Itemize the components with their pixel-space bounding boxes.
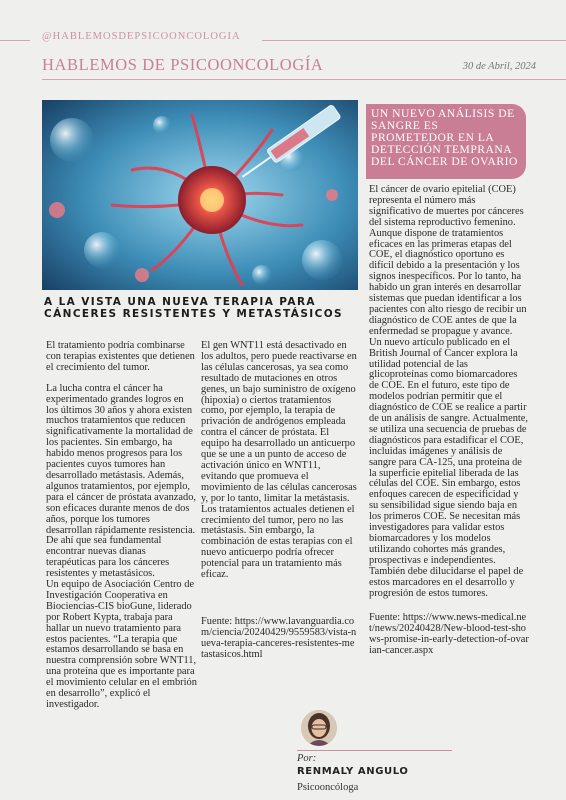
masthead-rule [42, 79, 566, 80]
author-avatar [301, 710, 337, 746]
handle: @HABLEMOSDEPSICOONCOLOGIA [42, 31, 241, 42]
byline-label: Por: [297, 753, 317, 764]
top-rule-left [0, 40, 30, 41]
author-name: RENMALY ANGULO [297, 766, 409, 777]
article2-headline: UN NUEVO ANÁLISIS DE SANGRE ES PROMETEDOR EN LA DETECCIÓN TEMPRANA DEL CÁNCER DE OVARIO [371, 107, 518, 168]
article2-source: Fuente: https://www.news-medical.net/news/20240428/New-blood-test-shows-promise-in-early-detection-of-ovarian-cancer.aspx [369, 612, 529, 657]
article1-paragraph: La lucha contra el cáncer ha experimentado grandes logros en los últimos 30 años y ahora existen muchos tratamientos que reducen significativamente la mortalidad de los pacientes. Sin embargo, ha habido menos progresos para los pacientes cuyos tumores han desarrollado metástasis. Además, algunos tratamientos, por ejemplo, para el cáncer de próstata avanzado, son eficaces durante menos de dos años, porque los tumores desarrollan rápidamente resistencia. De ahí que sea fundamental encontrar nuevas dianas terapéuticas para los cánceres resistentes y metastásicos. [46, 382, 196, 580]
article1-paragraph: Un equipo de Asociación Centro de Investigación Cooperativa en Biociencias-CIS bioGune, liderado por Robert Kypta, trabaja para hallar un nuevo tratamiento para estos pacientes. “La terapia que estamos desarrollando se basa en nuestra comprensión sobre WNT11, una proteína que es importante para el movimiento celular en el embrión en desarrollo”, explicó el investigador. [46, 579, 197, 710]
article1-source: Fuente: https://www.lavanguardia.com/ciencia/20240429/9559583/vista-nueva-terapia-canceres-resistentes-metastasicos.html [201, 615, 357, 660]
article2-paragraph: Un nuevo artículo publicado en el British Journal of Cancer explora la utilidad potencial de las glicoproteínas como biomarcadores de COE. En el futuro, este tipo de modelos podrían permitir que el diagnóstico de COE se realice a partir de un análisis de sangre. Actualmente, se utiliza una secuencia de pruebas de diagnósticos para estadificar el COE, incluidas imágenes y análisis de sangre para CA-125, una proteína de la superficie epitelial liberada de las células del COE. Sin embargo, estos enfoques carecen de especificidad y su sensibilidad sigue siendo baja en los primeros COE. Se necesitan más investigadores para validar estos biomarcadores y los modelos utilizando cohortes más grandes, prospectivas e independientes. También debe dilucidarse el papel de estos marcadores en el desarrollo y progresión de estos tumores. [369, 336, 528, 599]
article2-paragraph: El cáncer de ovario epitelial (COE) representa el número más significativo de muertes por cánceres del sistema reproductivo femenino. [369, 184, 524, 228]
article1-lead: El tratamiento podría combinarse con terapias existentes que detienen el crecimiento del tumor. [46, 340, 195, 373]
article1-paragraph: El gen WNT11 está desactivado en los adultos, pero puede reactivarse en las células cancerosas, ya sea como resultado de mutaciones en otros genes, un bajo suministro de oxígeno (hipoxia) o ciertos tratamientos como, por ejemplo, la terapia de privación de andrógenos empleada contra el cáncer de próstata. El equipo ha desarrollado un anticuerpo que se une a un punto de acceso de activación único en WNT11, evitando que promueva el movimiento de las células cancerosas y, por lo tanto, limitar la metástasis. Los tratamientos actuales detienen el crecimiento del tumor, pero no las metástasis. Sin embargo, la combinación de estas terapias con el nuevo anticuerpo podría ofrecer potencial para un tratamiento más eficaz. [201, 340, 357, 581]
top-rule-right [262, 40, 566, 41]
cancer-cell-illustration [42, 100, 358, 290]
avatar-icon [301, 710, 337, 746]
hero-image [42, 100, 358, 290]
article2-headline-box [366, 104, 526, 179]
article2-column [369, 185, 529, 667]
masthead-title: HABLEMOS DE PSICOONCOLOGÍA [42, 55, 324, 74]
byline-rule [297, 750, 452, 751]
article1-column-2 [201, 341, 357, 671]
author-role: Psicooncóloga [297, 782, 359, 793]
article1-headline: A LA VISTA UNA NUEVA TERAPIA PARA CÁNCERES RESISTENTES Y METASTÁSICOS [44, 296, 343, 320]
issue-date: 30 de Abril, 2024 [462, 61, 536, 72]
article2-paragraph: Aunque dispone de tratamientos eficaces en las primeras etapas del COE, el diagnóstico oportuno es difícil debido a la presentación y los signos inespecíficos. Por lo tanto, ha habido un gran interés en desarrollar sistemas que puedan identificar a los pacientes con alto riesgo de recibir un diagnóstico de COE antes de que la enfermedad se propague y avance. [369, 227, 527, 337]
article1-column-1 [46, 341, 198, 711]
